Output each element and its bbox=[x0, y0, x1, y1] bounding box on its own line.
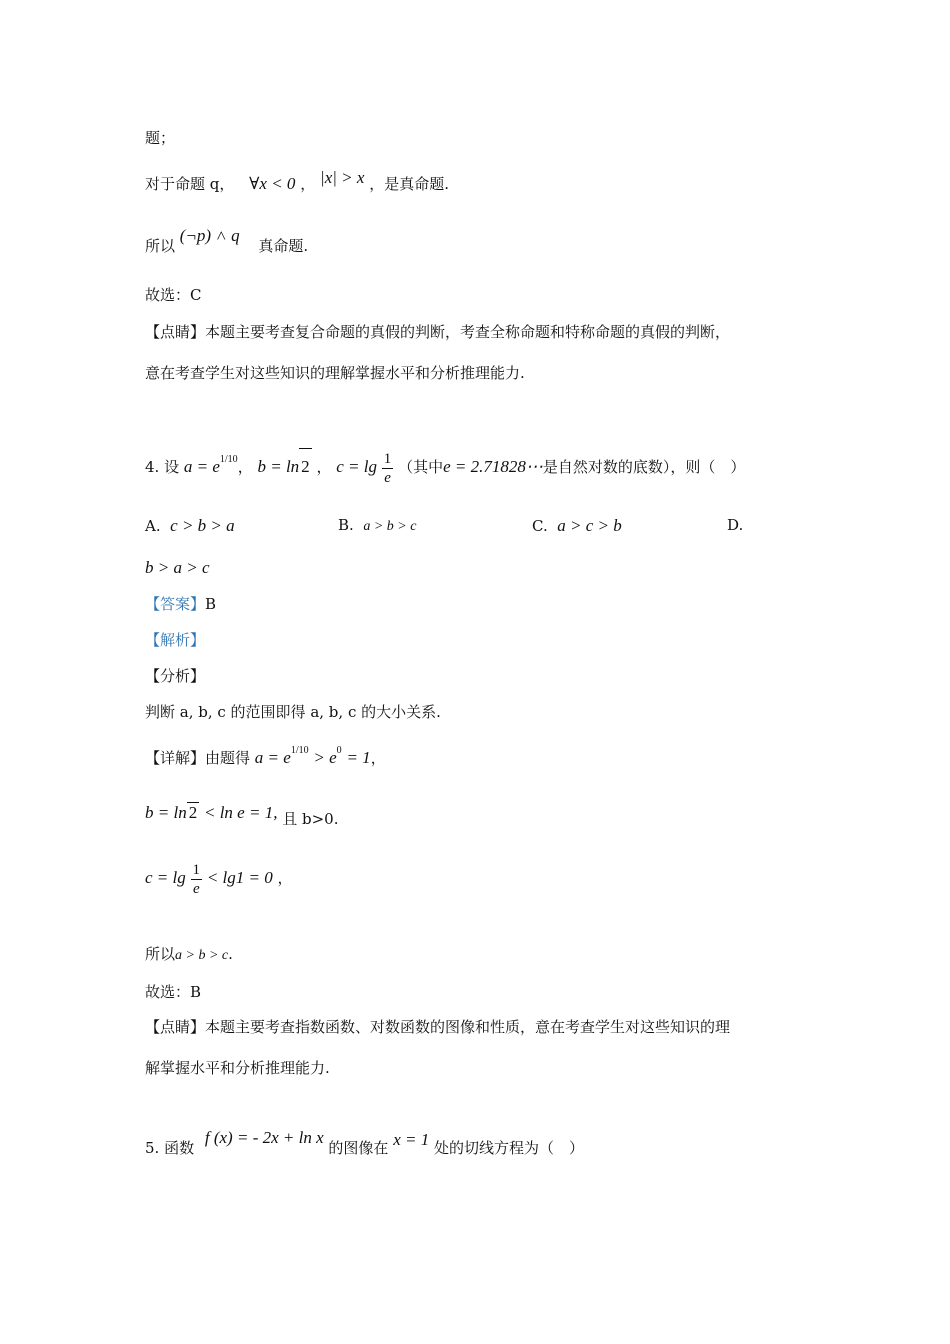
option-c bbox=[532, 516, 622, 536]
radicand: 2 bbox=[299, 448, 312, 485]
text: （其中 bbox=[398, 458, 444, 476]
text: 所以 bbox=[145, 945, 176, 963]
choose-line: 故选：B bbox=[145, 983, 202, 1001]
option-d bbox=[727, 516, 743, 534]
math-expr: a = e bbox=[254, 748, 291, 767]
exponent: 1/10 bbox=[219, 454, 238, 465]
detail-line-1 bbox=[145, 745, 386, 771]
exponent: 0 bbox=[336, 745, 342, 756]
denominator: e bbox=[384, 469, 391, 486]
option-label: B. bbox=[338, 516, 354, 534]
answer-value: B bbox=[205, 595, 217, 613]
option-label: D. bbox=[727, 516, 744, 534]
option-a bbox=[145, 516, 235, 536]
detail-line-3 bbox=[145, 860, 293, 898]
math-expr: (¬p) ˄ q bbox=[179, 226, 240, 245]
text: 【详解】由题得 bbox=[145, 749, 251, 767]
detail-line-2 bbox=[145, 802, 339, 828]
math-expr: |x| > x bbox=[320, 168, 365, 187]
numerator: 1 bbox=[192, 861, 201, 878]
text: ， bbox=[370, 749, 386, 767]
text: 4. 设 bbox=[145, 458, 180, 476]
text-line bbox=[145, 226, 309, 256]
text: ， bbox=[300, 175, 316, 193]
fenxi-tag: 【分析】 bbox=[145, 667, 206, 685]
text-line: 题； bbox=[145, 129, 176, 147]
text: 对于命题 q， bbox=[145, 175, 235, 193]
text: ， bbox=[316, 458, 332, 476]
exponent: 1/10 bbox=[290, 745, 309, 756]
math-expr: b > a > c bbox=[145, 558, 210, 577]
text: 处的切线方程为（ ） bbox=[434, 1139, 585, 1157]
radicand: 2 bbox=[188, 803, 198, 822]
denominator: e bbox=[192, 880, 200, 897]
answer-tag: 【答案】 bbox=[145, 595, 206, 613]
math-expr: a > b > c bbox=[363, 519, 417, 534]
text-line bbox=[145, 168, 449, 194]
text-line: 意在考查学生对这些知识的理解掌握水平和分析推理能力. bbox=[145, 364, 525, 382]
answer-line bbox=[145, 594, 216, 614]
option-label: C. bbox=[532, 517, 548, 535]
math-expr: < lg1 = 0 bbox=[206, 868, 273, 887]
option-label: A. bbox=[145, 517, 161, 535]
fraction bbox=[191, 861, 203, 898]
text: 是自然对数的底数），则（ ） bbox=[542, 458, 746, 476]
text: 5. 函数 bbox=[145, 1139, 195, 1157]
math-expr: > e bbox=[313, 748, 337, 767]
math-expr: ∀x < 0 bbox=[249, 174, 296, 193]
option-b bbox=[338, 516, 416, 535]
conclusion bbox=[145, 944, 233, 966]
option-d-expr bbox=[145, 558, 210, 578]
question-4-stem: 4. 设 $a = e^{1/10}$， b = ln 2 ， c = lg $\frac{1}{e}$ （其中e = 2.71828⋯是自然对数的底数），则（ ） bbox=[145, 448, 745, 488]
numerator: 1 bbox=[383, 450, 392, 467]
math-expr: f (x) = - 2x + ln x bbox=[204, 1128, 324, 1147]
math-expr: b = ln bbox=[257, 457, 300, 476]
math-expr: b = ln bbox=[145, 803, 187, 822]
math-expr: a > c > b bbox=[557, 516, 622, 535]
analysis-tag: 【解析】 bbox=[145, 631, 206, 649]
text: 所以 bbox=[145, 237, 176, 255]
text: . bbox=[228, 945, 233, 963]
math-expr: x = 1 bbox=[393, 1130, 430, 1149]
math-expr: e = 2.71828⋯ bbox=[443, 457, 543, 476]
text: 的图像在 bbox=[328, 1139, 389, 1157]
text-line: 故选：C bbox=[145, 286, 202, 304]
math-expr: a > b > c bbox=[175, 948, 229, 963]
math-expr: c = lg bbox=[145, 868, 186, 887]
text-line: 【点睛】本题主要考查复合命题的真假的判断，考查全称命题和特称命题的真假的判断， bbox=[145, 323, 731, 341]
fenxi-text: 判断 a, b, c 的范围即得 a, b, c 的大小关系. bbox=[145, 703, 441, 721]
math-expr: = 1 bbox=[346, 748, 371, 767]
math-expr: a = e bbox=[183, 457, 220, 476]
dianjing-line-2: 解掌握水平和分析推理能力. bbox=[145, 1059, 330, 1077]
math-expr: c = lg bbox=[336, 457, 377, 476]
text: ， bbox=[277, 869, 293, 887]
math-expr: < ln e = 1, bbox=[203, 803, 278, 822]
question-5-stem bbox=[145, 1128, 585, 1158]
text: 真命题. bbox=[258, 237, 309, 255]
text: ，是真命题. bbox=[369, 175, 449, 193]
dianjing-line-1: 【点睛】本题主要考查指数函数、对数函数的图像和性质，意在考查学生对这些知识的理 bbox=[145, 1018, 731, 1036]
text: 且 b>0. bbox=[282, 810, 339, 828]
fraction bbox=[382, 450, 394, 487]
math-expr: c > b > a bbox=[170, 516, 235, 535]
